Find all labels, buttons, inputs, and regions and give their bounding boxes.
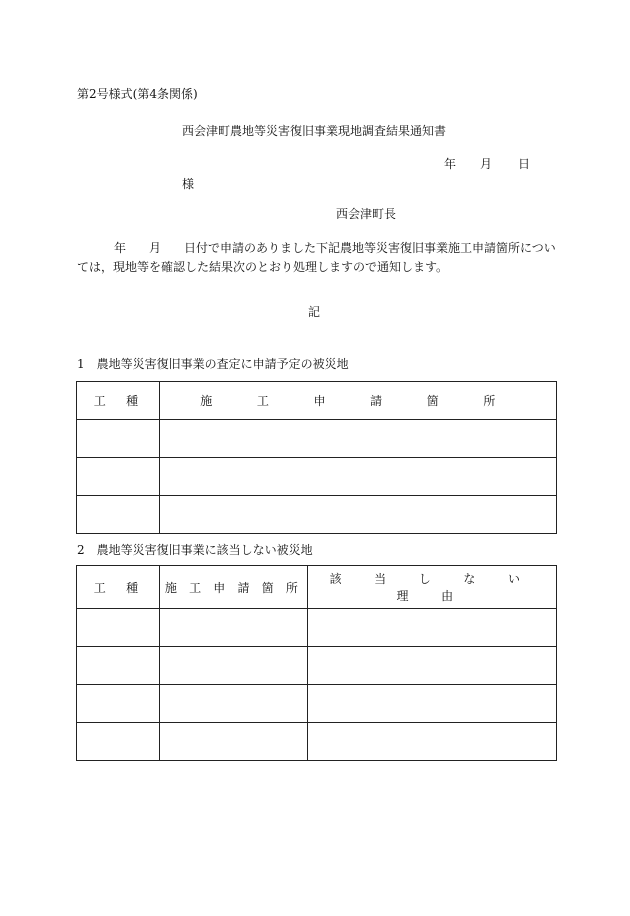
ki-heading: 記: [308, 305, 321, 319]
table-cell[interactable]: [308, 723, 557, 761]
table-cell[interactable]: [160, 496, 557, 534]
header-work-type: 工 種: [77, 566, 160, 609]
body-year: 年: [114, 241, 127, 255]
document-title: 西会津町農地等災害復旧事業現地調査結果通知書: [182, 124, 447, 138]
header-application-site: 施 工 申 請 箇 所: [160, 566, 308, 609]
table-row: [77, 723, 557, 761]
body-month: 月: [149, 241, 162, 255]
section1-table: [76, 381, 557, 534]
table-cell[interactable]: [77, 458, 160, 496]
table-cell[interactable]: [77, 496, 160, 534]
table-cell[interactable]: [160, 420, 557, 458]
table-cell[interactable]: [160, 685, 308, 723]
date-day: 日: [518, 157, 531, 171]
body-text: [77, 239, 557, 277]
header-application-site: 施 工 申 請 箇 所: [160, 382, 557, 420]
table-cell[interactable]: [160, 647, 308, 685]
date-line: [444, 157, 530, 171]
date-year: 年: [444, 157, 457, 171]
table-row: [77, 458, 557, 496]
table-cell[interactable]: [308, 685, 557, 723]
table-cell[interactable]: [77, 723, 160, 761]
issuer: 西会津町長: [336, 207, 397, 221]
table-row: [77, 685, 557, 723]
table-cell[interactable]: [77, 647, 160, 685]
form-number: 第2号様式(第4条関係): [77, 87, 198, 101]
section1-heading: 1 農地等災害復旧事業の査定に申請予定の被災地: [77, 357, 349, 371]
section2-heading: 2 農地等災害復旧事業に該当しない被災地: [77, 543, 313, 557]
table-header-row: [77, 382, 557, 420]
table-header-row: [77, 566, 557, 609]
table-row: [77, 609, 557, 647]
table-row: [77, 420, 557, 458]
table-row: [77, 647, 557, 685]
table-cell[interactable]: [308, 609, 557, 647]
date-month: 月: [480, 157, 493, 171]
addressee-suffix: 様: [182, 177, 195, 191]
table-cell[interactable]: [77, 609, 160, 647]
table-cell[interactable]: [308, 647, 557, 685]
table-cell[interactable]: [160, 458, 557, 496]
header-reason-not-applicable: 該 当 し な い 理 由: [308, 566, 557, 609]
table-cell[interactable]: [160, 609, 308, 647]
body-rest: 日付で申請のありました下記農地等災害復旧事業施工申請箇所については，現地等を確認した結果次のとおり処理しますので通知します。: [77, 241, 556, 274]
section2-table: [76, 565, 557, 761]
header-work-type: 工 種: [77, 382, 160, 420]
table-cell[interactable]: [160, 723, 308, 761]
table-cell[interactable]: [77, 420, 160, 458]
table-cell[interactable]: [77, 685, 160, 723]
table-row: [77, 496, 557, 534]
